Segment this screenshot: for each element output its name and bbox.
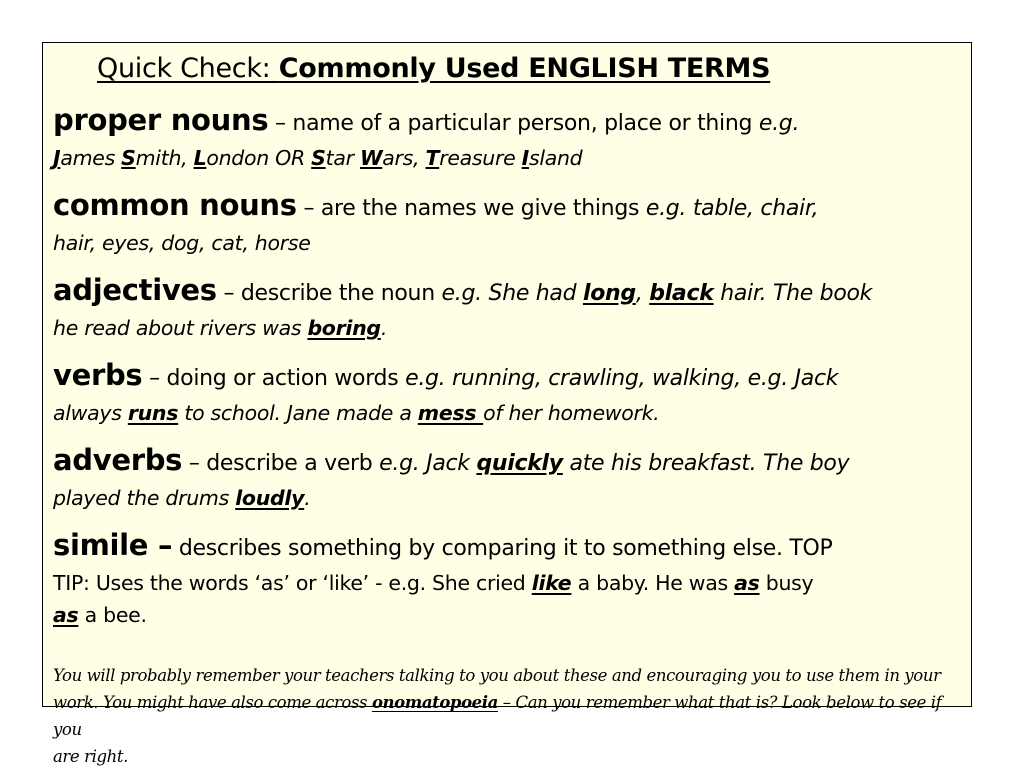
- title-main: Commonly Used ENGLISH TERMS: [278, 53, 771, 84]
- entry-proper-nouns: [53, 102, 963, 174]
- definition-line: [53, 567, 963, 599]
- footer-line: are right.: [53, 747, 128, 766]
- footer-text: – Can you remember what that is? Look below to see if you: [53, 693, 942, 739]
- footer-text: work. You might have also come across: [53, 693, 372, 712]
- example-line: [53, 312, 963, 344]
- entry-line: [53, 357, 963, 397]
- example-line: James Smith, London OR Star Wars, Treasure Island: [53, 146, 583, 170]
- example-line: hair, eyes, dog, cat, horse: [53, 231, 311, 255]
- definition-text: TIP: Uses the words ‘as’ or ‘like’ - e.g. She cried: [53, 571, 532, 595]
- example-text: .: [304, 486, 311, 510]
- entry-adjectives: [53, 272, 963, 344]
- term-definition: – are the names we give things: [296, 196, 646, 221]
- definition-line: [53, 599, 963, 631]
- footer-line: You will probably remember your teachers talking to you about these and encouraging you to use them in your: [53, 666, 941, 685]
- highlighted-word: onomatopoeia: [371, 693, 498, 712]
- terms-list: [53, 102, 963, 644]
- example-text: played the drums: [53, 486, 236, 510]
- highlighted-word: like: [531, 571, 572, 595]
- entry-verbs: [53, 357, 963, 429]
- term-label: simile –: [53, 528, 173, 562]
- term-definition: – describe the noun: [216, 281, 442, 306]
- example-text: always: [53, 401, 128, 425]
- term-label: adjectives: [53, 273, 217, 307]
- definition-text: busy: [759, 571, 814, 595]
- example-text: ,: [635, 281, 650, 306]
- entry-line: [53, 187, 963, 227]
- term-definition: – describe a verb: [182, 451, 380, 476]
- highlighted-word: black: [649, 281, 714, 306]
- example-text: e.g. She had: [441, 281, 583, 306]
- example-text: ate his breakfast. The boy: [562, 451, 850, 476]
- example-text: he read about rivers was: [53, 316, 308, 340]
- term-label: verbs: [53, 358, 143, 392]
- entry-line: [53, 102, 963, 142]
- term-definition: – doing or action words: [142, 366, 406, 391]
- example-text: e.g. running, crawling, walking, e.g. Jack: [405, 366, 839, 391]
- example-line: [53, 482, 963, 514]
- term-label: common nouns: [53, 188, 297, 222]
- definition-text: a bee.: [78, 603, 147, 627]
- entry-common-nouns: [53, 187, 963, 259]
- footer-note: [53, 662, 973, 770]
- highlighted-word: loudly: [235, 486, 305, 510]
- highlighted-word: as: [734, 571, 760, 595]
- title-prefix: Quick Check:: [97, 53, 279, 84]
- example-text: hair. The book: [713, 281, 873, 306]
- example-line: [53, 397, 963, 429]
- term-definition: describes something by comparing it to something else. TOP: [172, 536, 833, 561]
- definition-text: a baby. He was: [571, 571, 735, 595]
- highlighted-word: runs: [127, 401, 179, 425]
- entry-line: [53, 442, 963, 482]
- example-text: e.g. table, chair,: [645, 196, 819, 221]
- highlighted-word: boring: [307, 316, 381, 340]
- highlighted-word: quickly: [476, 451, 563, 476]
- term-definition: – name of a particular person, place or thing: [268, 111, 759, 136]
- example-text: .: [380, 316, 388, 340]
- footer-line: [53, 689, 973, 743]
- highlighted-word: mess: [417, 401, 484, 425]
- example-text: to school. Jane made a: [178, 401, 418, 425]
- entry-simile: [53, 527, 963, 631]
- entry-line: [53, 272, 963, 312]
- term-label: proper nouns: [53, 103, 269, 137]
- example-text: e.g. Jack: [379, 451, 477, 476]
- highlighted-word: long: [582, 281, 636, 306]
- highlighted-word: as: [53, 603, 79, 627]
- page-title: [97, 52, 770, 86]
- term-label: adverbs: [53, 443, 183, 477]
- example-text: of her homework.: [483, 401, 660, 425]
- entry-adverbs: [53, 442, 963, 514]
- example-prefix: e.g.: [758, 111, 800, 136]
- entry-line: [53, 527, 963, 567]
